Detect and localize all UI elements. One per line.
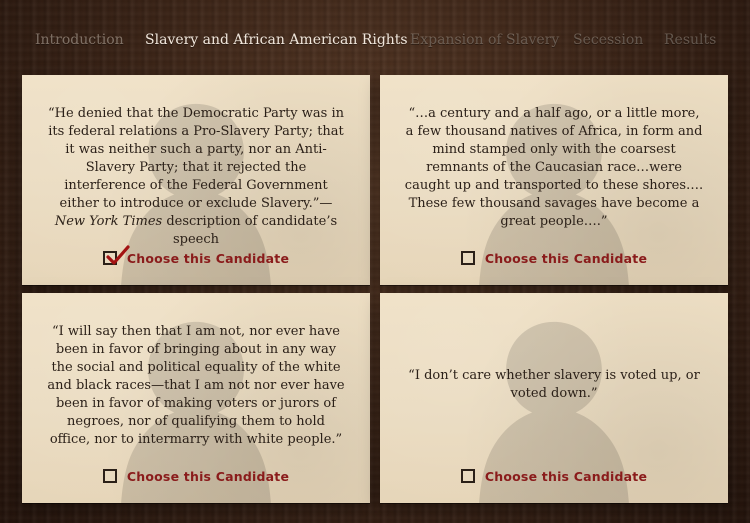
candidate-card-3	[22, 293, 370, 503]
candidate-quote-4	[404, 367, 704, 403]
nav-expansion-of-slavery[interactable]: Expansion of Slavery	[410, 32, 560, 48]
candidate-quote-3	[46, 323, 346, 449]
choose-candidate-1[interactable]	[22, 247, 370, 269]
candidate-quote-3-text: “I will say then that I am not, nor ever have been in favor of bringing about in any way the social and political equality of the white and black races—that I am not nor ever have been in favor of making voters or jurors of negroes, nor of qualifying them to hold office, nor to intermarry with white people.”	[47, 324, 345, 447]
candidate-quote-1-source: New York Times	[54, 214, 163, 229]
candidate-card-4	[380, 293, 728, 503]
choose-candidate-1-label: Choose this Candidate	[126, 250, 290, 266]
nav-results[interactable]: Results	[664, 32, 717, 48]
choose-candidate-2[interactable]	[380, 247, 728, 269]
candidate-quote-1-text: “He denied that the Democratic Party was in its federal relations a Pro-Slavery Party; that it was neither such a party, nor an Anti-Slavery Party; that it rejected the interference of the Federal Government either to introduce or exclude Slavery.”—	[48, 106, 344, 211]
top-navigation	[0, 0, 750, 72]
choose-candidate-4-label: Choose this Candidate	[484, 468, 648, 484]
choose-candidate-4[interactable]	[380, 465, 728, 487]
candidate-1-checkbox[interactable]	[103, 251, 117, 265]
candidate-quote-1-suffix: description of candidate’s speech	[162, 214, 338, 247]
candidate-3-checkbox[interactable]	[103, 469, 117, 483]
candidate-card-1	[22, 75, 370, 285]
candidate-quote-2	[404, 105, 704, 231]
nav-introduction[interactable]: Introduction	[35, 32, 124, 48]
candidate-quote-1	[46, 105, 346, 249]
candidate-card-2	[380, 75, 728, 285]
candidate-quote-2-text: “…a century and a half ago, or a little more, a few thousand natives of Africa, in form and mind stamped only with the coarsest remnants of the Caucasian race…were caught up and transported to these shores…. These few thousand savages have become a great people….”	[404, 106, 704, 229]
candidate-quote-4-text: “I don’t care whether slavery is voted up, or voted down.”	[408, 368, 700, 401]
choose-candidate-2-label: Choose this Candidate	[484, 250, 648, 266]
choose-candidate-3-label: Choose this Candidate	[126, 468, 290, 484]
nav-secession[interactable]: Secession	[573, 32, 644, 48]
nav-slavery-and-african-american-rights[interactable]: Slavery and African American Rights	[145, 32, 408, 48]
choose-candidate-3[interactable]	[22, 465, 370, 487]
candidate-2-checkbox[interactable]	[461, 251, 475, 265]
candidate-4-checkbox[interactable]	[461, 469, 475, 483]
